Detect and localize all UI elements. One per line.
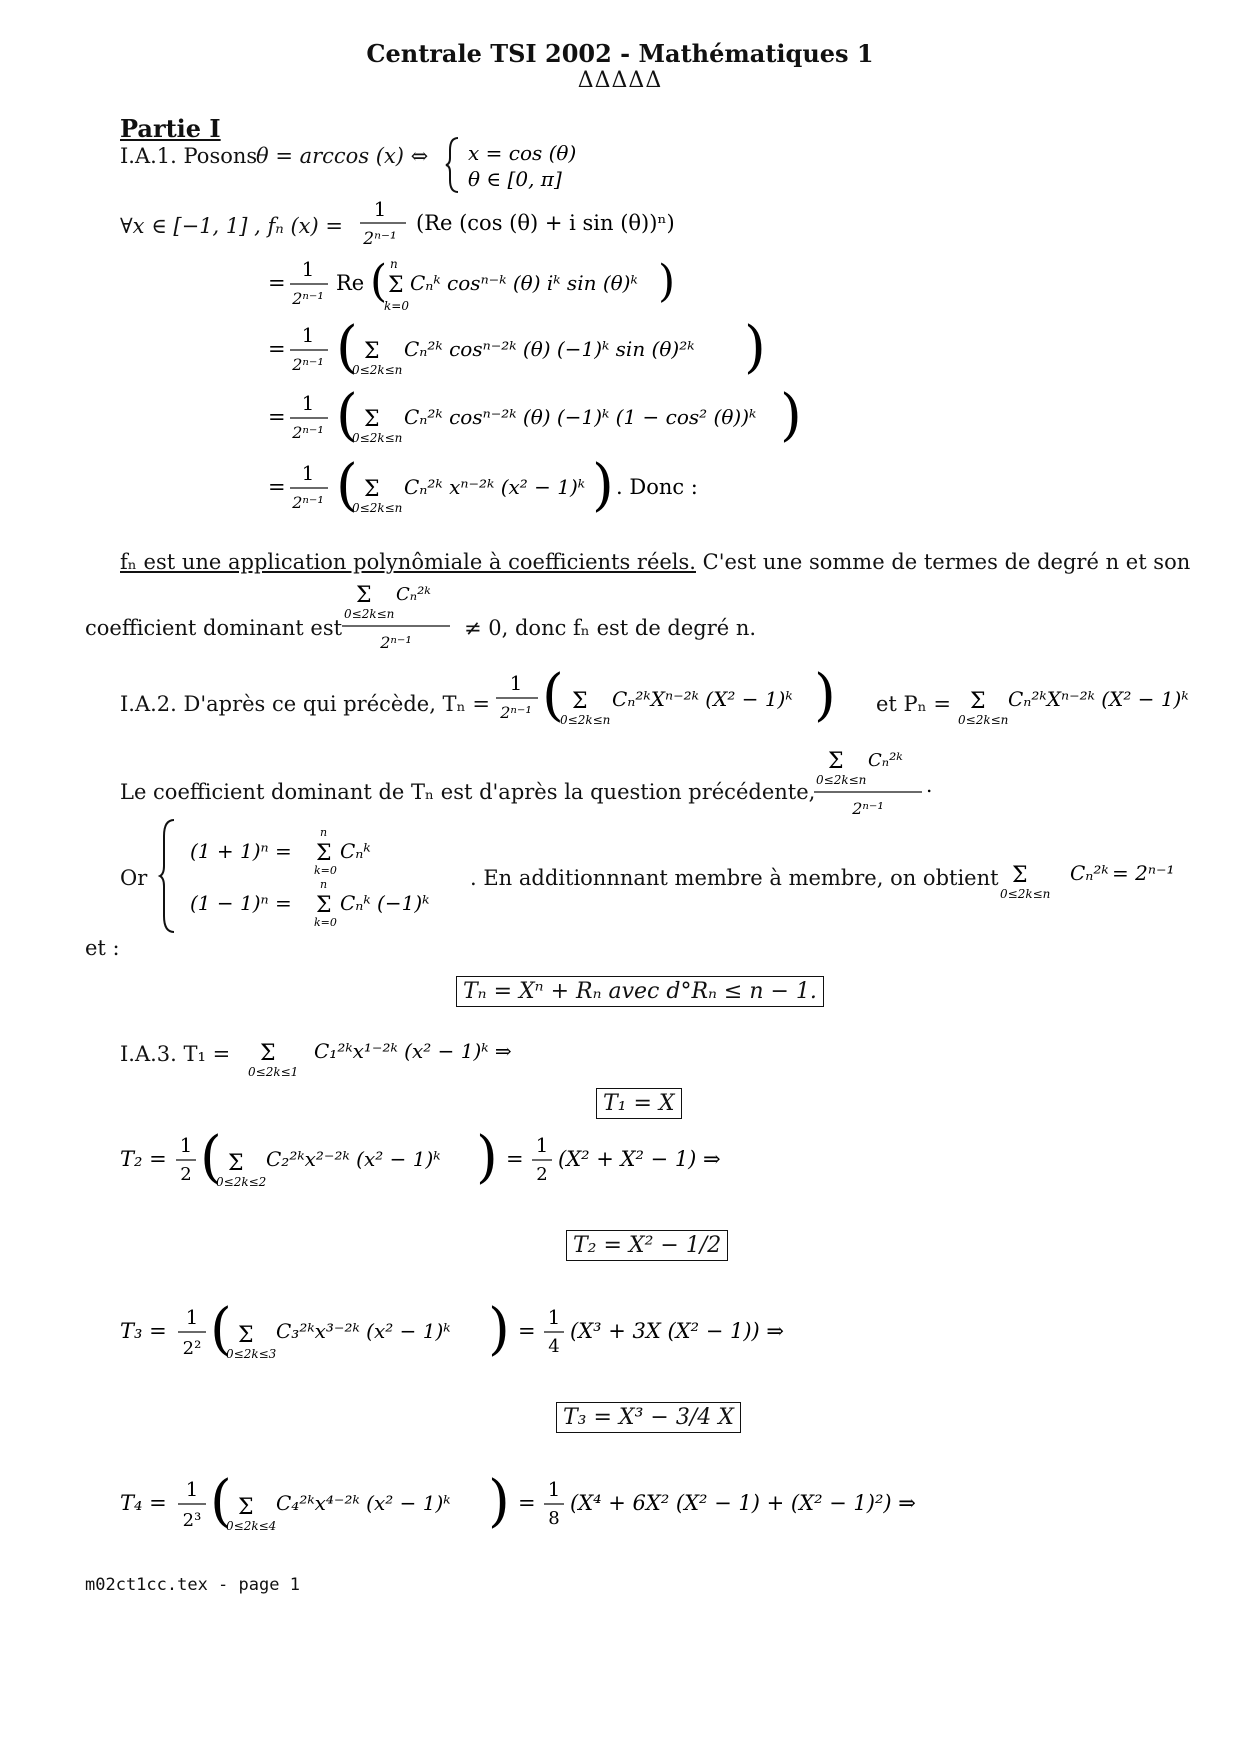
- title-deltas: ΔΔΔΔΔ: [577, 68, 663, 93]
- svg-text:Σ: Σ: [828, 749, 844, 774]
- svg-text:2ⁿ⁻¹: 2ⁿ⁻¹: [292, 289, 324, 308]
- svg-text:): ): [814, 663, 836, 728]
- svg-text:Re: Re: [336, 271, 365, 295]
- svg-text:0≤2k≤n: 0≤2k≤n: [344, 607, 395, 621]
- or-result: = 2ⁿ⁻¹: [1112, 861, 1175, 885]
- svg-text:(: (: [336, 383, 358, 448]
- svg-text:): ): [744, 315, 766, 380]
- svg-text:Cₙ²ᵏ cosⁿ⁻²ᵏ (θ) (−1)ᵏ sin (θ): Cₙ²ᵏ cosⁿ⁻²ᵏ (θ) (−1)ᵏ sin (θ)²ᵏ: [404, 337, 695, 361]
- svg-text:8: 8: [548, 1508, 560, 1529]
- ia1-donc: . Donc :: [616, 475, 698, 499]
- svg-text:(: (: [210, 1297, 232, 1362]
- svg-text:Cₙᵏ (−1)ᵏ: Cₙᵏ (−1)ᵏ: [340, 891, 430, 915]
- svg-text:): ): [780, 383, 802, 448]
- svg-text:Σ: Σ: [364, 339, 380, 364]
- svg-text:Cₙ²ᵏ xⁿ⁻²ᵏ (x² − 1)ᵏ: Cₙ²ᵏ xⁿ⁻²ᵏ (x² − 1)ᵏ: [404, 475, 586, 499]
- ia1-label: I.A.1. Posons: [120, 144, 258, 168]
- svg-text:Cₙ²ᵏ: Cₙ²ᵏ: [1070, 861, 1109, 885]
- svg-text:2²: 2²: [182, 1338, 202, 1359]
- svg-text:Cₙ²ᵏXⁿ⁻²ᵏ (X² − 1)ᵏ: Cₙ²ᵏXⁿ⁻²ᵏ (X² − 1)ᵏ: [1008, 687, 1189, 711]
- svg-text:Σ: Σ: [356, 583, 372, 608]
- t2-result: (X² + X² − 1) ⇒: [558, 1147, 721, 1171]
- svg-text:.: .: [926, 773, 933, 797]
- ia2-coef: Le coefficient dominant de Tₙ est d'après la question précédente,: [120, 780, 816, 804]
- svg-text:k=0: k=0: [314, 864, 337, 877]
- svg-text:Cₙ²ᵏ: Cₙ²ᵏ: [868, 750, 903, 771]
- svg-text:1: 1: [301, 391, 315, 415]
- svg-text:0≤2k≤n: 0≤2k≤n: [560, 713, 611, 727]
- svg-text:): ): [658, 256, 676, 307]
- svg-text:=: =: [518, 1491, 536, 1515]
- svg-text:0≤2k≤n: 0≤2k≤n: [352, 431, 403, 445]
- et-label: et :: [85, 936, 120, 960]
- svg-text:Σ: Σ: [316, 893, 332, 918]
- ia1-derivation: [260, 254, 820, 554]
- svg-text:1: 1: [547, 1477, 561, 1501]
- svg-text:): ): [488, 1297, 510, 1362]
- svg-text:1: 1: [373, 197, 387, 221]
- svg-text:2: 2: [180, 1164, 192, 1185]
- svg-text:Σ: Σ: [228, 1151, 244, 1176]
- or-sum: [1000, 850, 1240, 910]
- boxed-t2-result: T₂ = X² − 1/2: [566, 1230, 728, 1261]
- svg-text:2ⁿ⁻¹: 2ⁿ⁻¹: [292, 423, 324, 442]
- svg-text:Σ: Σ: [364, 407, 380, 432]
- svg-text:1: 1: [185, 1477, 199, 1501]
- svg-text:C₂²ᵏx²⁻²ᵏ (x² − 1)ᵏ: C₂²ᵏx²⁻²ᵏ (x² − 1)ᵏ: [266, 1147, 441, 1171]
- svg-text:0≤2k≤n: 0≤2k≤n: [958, 713, 1009, 727]
- t3-formula: [120, 1298, 820, 1378]
- svg-text:2³: 2³: [182, 1510, 202, 1531]
- ia1-coef-fraction: [340, 572, 460, 652]
- ia1-fn-formula: [356, 198, 716, 248]
- svg-text:C₁²ᵏx¹⁻²ᵏ (x² − 1)ᵏ ⇒: C₁²ᵏx¹⁻²ᵏ (x² − 1)ᵏ ⇒: [314, 1039, 512, 1063]
- svg-text:2ⁿ⁻¹: 2ⁿ⁻¹: [852, 799, 884, 818]
- svg-text:1: 1: [547, 1305, 561, 1329]
- svg-text:Σ: Σ: [970, 689, 986, 714]
- ia1-re-expression: (Re (cos (θ) + i sin (θ))ⁿ): [416, 211, 675, 235]
- svg-text:2ⁿ⁻¹: 2ⁿ⁻¹: [292, 493, 324, 512]
- ia1-coef-end: ≠ 0, donc fₙ est de degré n.: [464, 616, 757, 640]
- svg-text:): ): [592, 453, 614, 518]
- boxed-tn-result: Tₙ = Xⁿ + Rₙ avec d°Rₙ ≤ n − 1.: [456, 976, 824, 1007]
- svg-text:0≤2k≤n: 0≤2k≤n: [816, 773, 867, 787]
- or-system: [160, 816, 470, 936]
- svg-text:n: n: [320, 878, 328, 891]
- svg-text:(: (: [336, 453, 358, 518]
- svg-text:n: n: [320, 826, 328, 839]
- svg-text:2ⁿ⁻¹: 2ⁿ⁻¹: [380, 633, 412, 652]
- ia2-coef-fraction: [812, 738, 932, 818]
- svg-text:1: 1: [535, 1133, 549, 1157]
- svg-text:1: 1: [301, 323, 315, 347]
- ia1-definition: θ = arccos (x) ⇔: [256, 144, 429, 168]
- svg-text:Σ: Σ: [238, 1323, 254, 1348]
- ia1-coef-label: coefficient dominant est: [85, 616, 343, 640]
- svg-text:C₄²ᵏx⁴⁻²ᵏ (x² − 1)ᵏ: C₄²ᵏx⁴⁻²ᵏ (x² − 1)ᵏ: [276, 1491, 451, 1515]
- ia1-system-line-2: θ ∈ [0, π]: [468, 167, 562, 191]
- svg-text:0≤2k≤4: 0≤2k≤4: [226, 1519, 277, 1533]
- ia2-tn-formula: [492, 663, 872, 748]
- ia2-pn-formula: [958, 676, 1240, 736]
- svg-text:=: =: [268, 271, 286, 295]
- svg-text:=: =: [506, 1147, 524, 1171]
- svg-text:(: (: [370, 256, 388, 307]
- ia1-poly-rest: C'est une somme de termes de degré n et son: [695, 550, 1191, 574]
- ia1-forall: ∀x ∈ [−1, 1] , fₙ (x) =: [120, 214, 343, 238]
- svg-text:0≤2k≤n: 0≤2k≤n: [1000, 887, 1051, 901]
- svg-text:=: =: [268, 337, 286, 361]
- t3-result: (X³ + 3X (X² − 1)) ⇒: [570, 1319, 785, 1343]
- svg-text:1: 1: [185, 1305, 199, 1329]
- svg-text:): ): [488, 1469, 510, 1534]
- svg-text:T₄ =: T₄ =: [120, 1491, 167, 1515]
- svg-text:(: (: [210, 1469, 232, 1534]
- or-text: . En additionnnant membre à membre, on obtient: [470, 866, 999, 890]
- svg-text:Σ: Σ: [238, 1495, 254, 1520]
- ia3-label: I.A.3. T₁ =: [120, 1042, 231, 1066]
- svg-text:): ): [476, 1125, 498, 1190]
- svg-text:0≤2k≤2: 0≤2k≤2: [216, 1175, 267, 1189]
- svg-text:C₃²ᵏx³⁻²ᵏ (x² − 1)ᵏ: C₃²ᵏx³⁻²ᵏ (x² − 1)ᵏ: [276, 1319, 451, 1343]
- svg-text:Cₙ²ᵏ: Cₙ²ᵏ: [396, 584, 431, 605]
- svg-text:Σ: Σ: [316, 841, 332, 866]
- svg-text:(: (: [542, 663, 564, 728]
- section-heading: Partie I: [120, 114, 221, 143]
- boxed-t1-result: T₁ = X: [596, 1088, 682, 1119]
- ia2-label: I.A.2. D'après ce qui précède, Tₙ =: [120, 692, 490, 716]
- t4-formula: [120, 1470, 980, 1550]
- t2-formula: [120, 1126, 760, 1206]
- svg-text:=: =: [268, 475, 286, 499]
- svg-text:0≤2k≤n: 0≤2k≤n: [352, 501, 403, 515]
- svg-text:(: (: [200, 1125, 222, 1190]
- svg-text:(: (: [336, 315, 358, 380]
- svg-text:Cₙᵏ cosⁿ⁻ᵏ (θ) iᵏ sin (θ)ᵏ: Cₙᵏ cosⁿ⁻ᵏ (θ) iᵏ sin (θ)ᵏ: [410, 271, 638, 295]
- svg-text:(1 + 1)ⁿ =: (1 + 1)ⁿ =: [190, 839, 292, 863]
- svg-text:Σ: Σ: [572, 689, 588, 714]
- svg-text:1: 1: [509, 671, 523, 695]
- svg-text:Σ: Σ: [364, 477, 380, 502]
- svg-text:2: 2: [536, 1164, 548, 1185]
- svg-text:T₂ =: T₂ =: [120, 1147, 167, 1171]
- svg-text:k=0: k=0: [314, 916, 337, 929]
- svg-text:T₃ =: T₃ =: [120, 1319, 167, 1343]
- ia2-et: et Pₙ =: [876, 692, 952, 716]
- svg-text:=: =: [268, 405, 286, 429]
- or-label: Or: [120, 866, 148, 890]
- t4-result: (X⁴ + 6X² (X² − 1) + (X² − 1)²) ⇒: [570, 1491, 916, 1515]
- svg-text:1: 1: [301, 257, 315, 281]
- svg-text:Σ: Σ: [388, 273, 404, 298]
- svg-text:2ⁿ⁻¹: 2ⁿ⁻¹: [500, 703, 532, 722]
- page-title: Centrale TSI 2002 - Mathématiques 1: [366, 39, 874, 68]
- svg-text:(1 − 1)ⁿ =: (1 − 1)ⁿ =: [190, 891, 292, 915]
- svg-text:0≤2k≤n: 0≤2k≤n: [352, 363, 403, 377]
- svg-text:=: =: [518, 1319, 536, 1343]
- svg-text:Cₙᵏ: Cₙᵏ: [340, 839, 371, 863]
- svg-text:2ⁿ⁻¹: 2ⁿ⁻¹: [292, 355, 324, 374]
- svg-text:0≤2k≤1: 0≤2k≤1: [248, 1065, 299, 1079]
- svg-text:Cₙ²ᵏXⁿ⁻²ᵏ (X² − 1)ᵏ: Cₙ²ᵏXⁿ⁻²ᵏ (X² − 1)ᵏ: [612, 687, 793, 711]
- ia1-poly-underlined: fₙ est une application polynômiale à coefficients réels.: [120, 550, 696, 574]
- svg-text:Cₙ²ᵏ cosⁿ⁻²ᵏ (θ) (−1)ᵏ (1 − co: Cₙ²ᵏ cosⁿ⁻²ᵏ (θ) (−1)ᵏ (1 − cos² (θ))ᵏ: [404, 405, 757, 429]
- svg-text:1: 1: [301, 461, 315, 485]
- ia1-system: [446, 134, 626, 196]
- ia1-poly-statement: [120, 548, 1190, 576]
- svg-text:k=0: k=0: [384, 299, 409, 313]
- page-footer: m02ct1cc.tex - page 1: [85, 1575, 300, 1595]
- svg-text:0≤2k≤3: 0≤2k≤3: [226, 1347, 277, 1361]
- svg-text:2ⁿ⁻¹: 2ⁿ⁻¹: [363, 229, 397, 249]
- ia1-system-line-1: x = cos (θ): [468, 141, 577, 165]
- ia3-t1-formula: [248, 1028, 568, 1088]
- svg-text:Σ: Σ: [1012, 863, 1028, 888]
- svg-text:Σ: Σ: [260, 1041, 276, 1066]
- boxed-t3-result: T₃ = X³ − 3/4 X: [556, 1402, 741, 1433]
- svg-text:n: n: [390, 257, 398, 271]
- svg-text:1: 1: [179, 1133, 193, 1157]
- svg-text:4: 4: [548, 1336, 560, 1357]
